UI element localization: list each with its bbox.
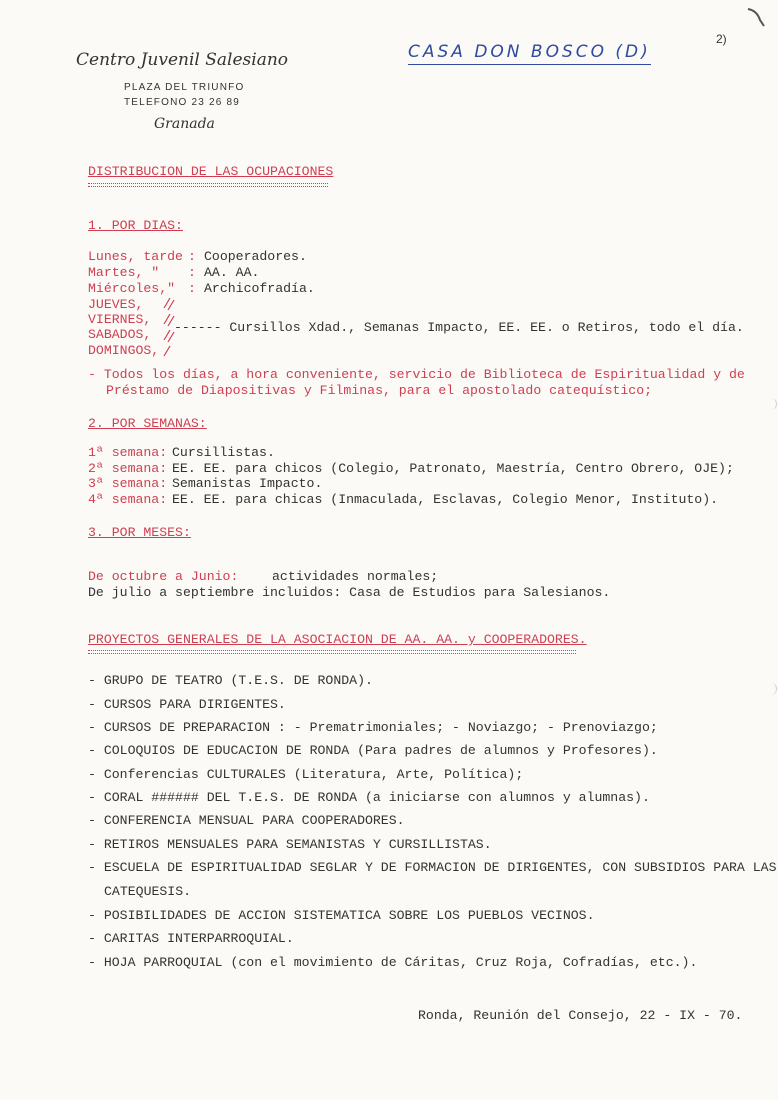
- org-name: Centro Juvenil Salesiano: [76, 50, 289, 70]
- punch-hole-mark: [760, 683, 777, 695]
- month-text: actividades normales;: [272, 569, 439, 584]
- week-text: Semanistas Impacto.: [172, 476, 323, 491]
- weekend-day: VIERNES,: [88, 312, 152, 327]
- project-item: - ESCUELA DE ESPIRITUALIDAD SEGLAR Y DE FORMACION DE DIRIGENTES, CON SUBSIDIOS PARA LAS: [88, 860, 777, 875]
- week-label: 2ª semana:: [88, 461, 168, 476]
- day-separator: :: [188, 281, 196, 296]
- weekend-day: JUEVES,: [88, 297, 144, 312]
- week-label: 3ª semana:: [88, 476, 168, 491]
- week-label: 4ª semana:: [88, 492, 168, 507]
- week-text: Cursillistas.: [172, 445, 275, 460]
- section-heading-months: 3. POR MESES:: [88, 525, 191, 540]
- project-item: - CURSOS DE PREPARACION : - Prematrimoniales; - Noviazgo; - Prenoviazgo;: [88, 720, 658, 735]
- projects-heading: PROYECTOS GENERALES DE LA ASOCIACION DE AA. AA. y COOPERADORES.: [88, 632, 587, 647]
- project-item: - POSIBILIDADES DE ACCION SISTEMATICA SOBRE LOS PUEBLOS VECINOS.: [88, 908, 595, 923]
- projects-double-rule: [88, 653, 576, 654]
- week-label: 1ª semana:: [88, 445, 168, 460]
- month-label: De octubre a Junio:: [88, 569, 239, 584]
- week-text: EE. EE. para chicas (Inmaculada, Esclavas, Colegio Menor, Instituto).: [172, 492, 719, 507]
- project-item: - CURSOS PARA DIRIGENTES.: [88, 697, 286, 712]
- city-name: Granada: [154, 116, 215, 132]
- weekend-activity: ------ Cursillos Xdad., Semanas Impacto, EE. EE. o Retiros, todo el día.: [174, 320, 744, 335]
- handwritten-note: CASA DON BOSCO (D): [408, 42, 651, 65]
- day-activity: Cooperadores.: [204, 249, 307, 264]
- library-note-line: Préstamo de Diapositivas y Filminas, para el apostolado catequístico;: [106, 383, 653, 398]
- corner-fold-mark: [746, 6, 770, 30]
- day-activity: Archicofradía.: [204, 281, 315, 296]
- day-label: Miércoles,": [88, 281, 176, 296]
- weekend-day: DOMINGOS,: [88, 343, 160, 358]
- projects-double-rule: [88, 650, 576, 651]
- day-label: Martes, ": [88, 265, 160, 280]
- document-title: DISTRIBUCION DE LAS OCUPACIONES: [88, 164, 334, 179]
- page-number: 2): [716, 32, 727, 46]
- project-item: - RETIROS MENSUALES PARA SEMANISTAS Y CURSILLISTAS.: [88, 837, 492, 852]
- day-separator: :: [188, 265, 196, 280]
- punch-hole-mark: [760, 398, 777, 410]
- project-item: - Conferencias CULTURALES (Literatura, Arte, Política);: [88, 767, 524, 782]
- project-item: - CARITAS INTERPARROQUIAL.: [88, 931, 294, 946]
- library-note-line: - Todos los días, a hora conveniente, servicio de Biblioteca de Espiritualidad y de: [88, 367, 745, 382]
- title-double-rule: [88, 186, 328, 187]
- project-item: - COLOQUIOS DE EDUCACION DE RONDA (Para padres de alumnos y Profesores).: [88, 743, 658, 758]
- address-line: PLAZA DEL TRIUNFO: [124, 82, 245, 93]
- day-label: Lunes, tarde: [88, 249, 183, 264]
- project-item: - CONFERENCIA MENSUAL PARA COOPERADORES.: [88, 813, 405, 828]
- section-heading-days: 1. POR DIAS:: [88, 218, 183, 233]
- project-item: - CORAL ###### DEL T.E.S. DE RONDA (a iniciarse con alumnos y alumnas).: [88, 790, 650, 805]
- weekend-day: SABADOS,: [88, 327, 152, 342]
- project-item: - HOJA PARROQUIAL (con el movimiento de Cáritas, Cruz Roja, Cofradías, etc.).: [88, 955, 698, 970]
- day-activity: AA. AA.: [204, 265, 260, 280]
- section-heading-weeks: 2. POR SEMANAS:: [88, 416, 207, 431]
- title-double-rule: [88, 183, 328, 184]
- footer-signature-line: Ronda, Reunión del Consejo, 22 - IX - 70.: [418, 1008, 743, 1023]
- project-item: - GRUPO DE TEATRO (T.E.S. DE RONDA).: [88, 673, 373, 688]
- project-item-continued: CATEQUESIS.: [104, 884, 192, 899]
- phone-line: TELEFONO 23 26 89: [124, 97, 241, 108]
- day-separator: :: [188, 249, 196, 264]
- month-text: De julio a septiembre incluidos: Casa de Estudios para Salesianos.: [88, 585, 611, 600]
- week-text: EE. EE. para chicos (Colegio, Patronato, Maestría, Centro Obrero, OJE);: [172, 461, 734, 476]
